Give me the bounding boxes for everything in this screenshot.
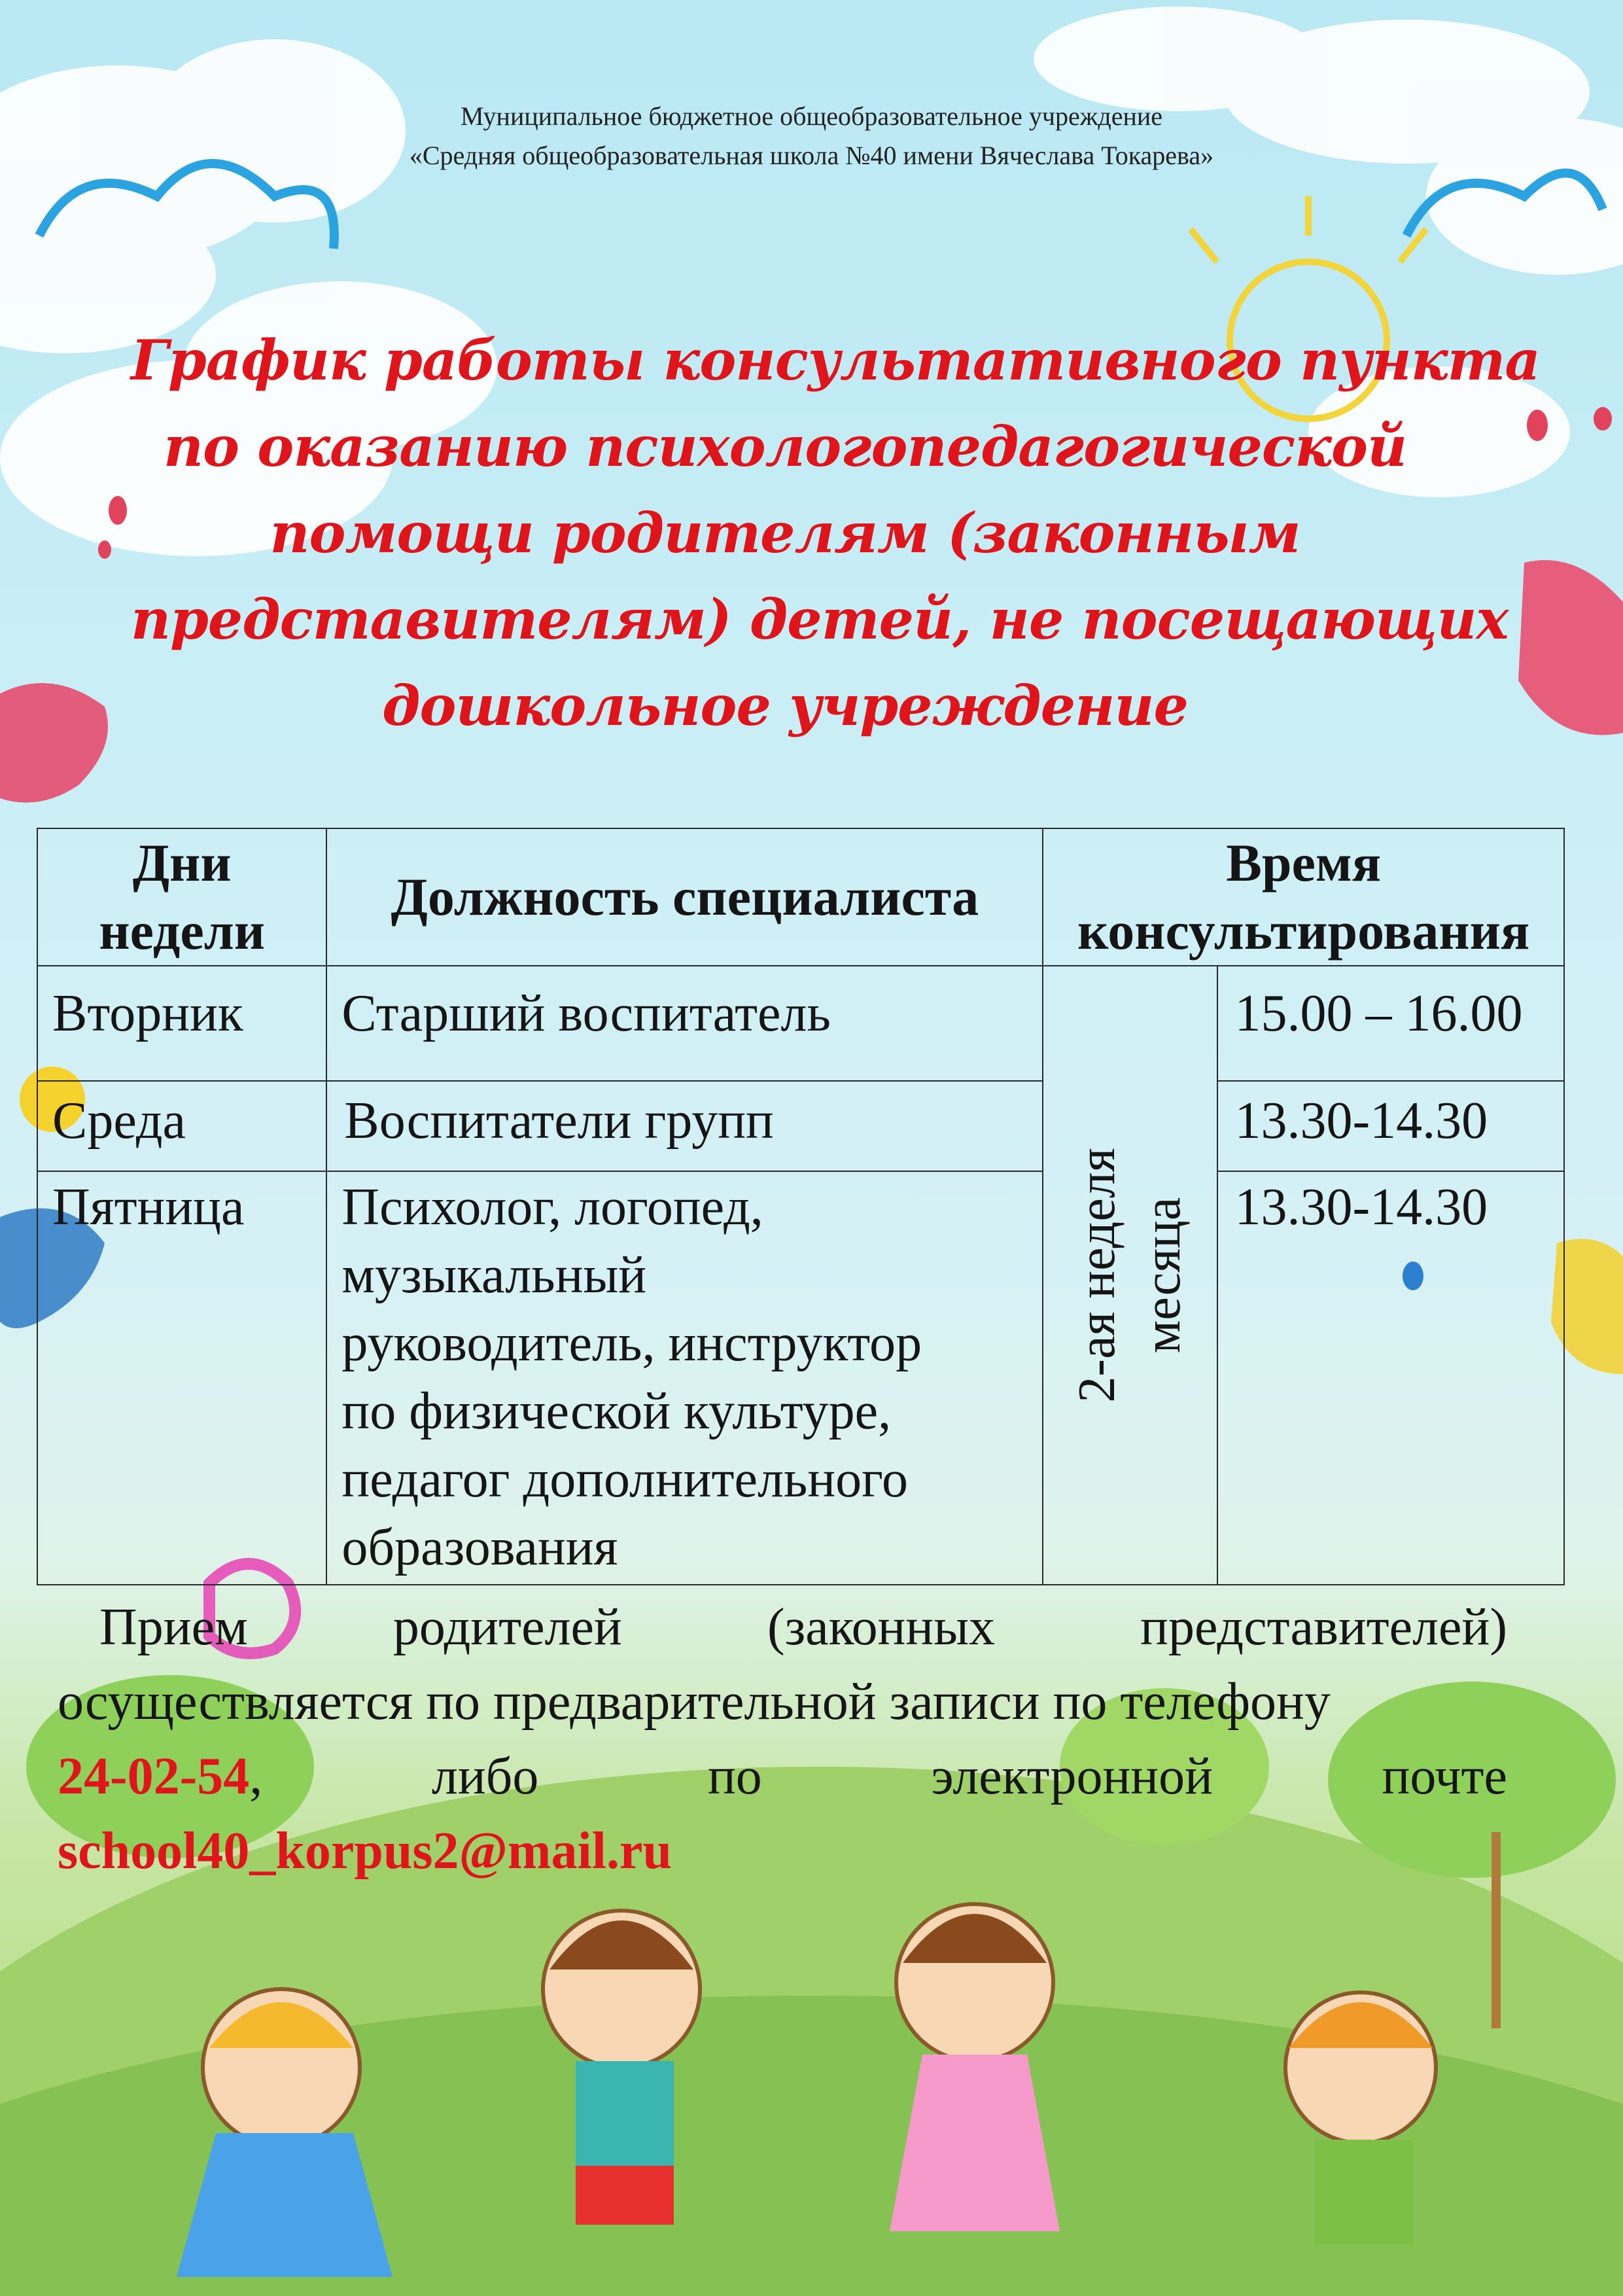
footer-note [58, 1590, 1507, 1888]
footer-word: по [707, 1748, 762, 1805]
position-line: музыкальный [341, 1246, 646, 1304]
position-cell [326, 966, 1043, 1081]
header-time-line: Время [1226, 833, 1382, 892]
title-line: представителям) детей, не посещающих [131, 587, 1509, 652]
day-cell [37, 1081, 326, 1171]
title-line: дошкольное учреждение [382, 673, 1188, 738]
footer-word: либо [431, 1748, 539, 1805]
time-cell [1217, 1081, 1564, 1171]
schedule-table [37, 828, 1565, 1585]
phone-group [58, 1739, 262, 1814]
day-cell [37, 1171, 326, 1585]
time-text: 15.00 – 16.00 [1234, 985, 1523, 1042]
header-days-line: Дни [132, 833, 232, 892]
header-line-2: «Средняя общеобразовательная школа №40 имени Вячеслава Токарева» [409, 141, 1214, 170]
position-text [327, 1172, 1042, 1581]
header-position: Должность специалиста [326, 828, 1043, 966]
footer-word: почте [1382, 1748, 1507, 1805]
day-text: Пятница [52, 1178, 245, 1236]
page-title [131, 317, 1540, 749]
position-text: Воспитатели групп [344, 1092, 774, 1150]
header-line-1: Муниципальное бюджетное общеобразовательное учреждение [460, 101, 1163, 131]
table-header-row [37, 828, 1564, 966]
title-line: помощи родителям (законным [270, 501, 1300, 565]
title-line: по оказанию психологопедагогической [163, 414, 1407, 479]
position-cell [326, 1171, 1043, 1585]
week-note-line: 2-ая неделя [1068, 1148, 1126, 1403]
footer-line-1 [58, 1590, 1507, 1665]
table-row [37, 1171, 1564, 1585]
footer-word: родителей [393, 1598, 622, 1656]
header-days-line: недели [99, 901, 266, 961]
footer-word: представителей) [1140, 1598, 1507, 1656]
comma: , [249, 1748, 263, 1805]
footer-word: Прием [99, 1598, 248, 1656]
footer-line-2: осуществляется по предварительной записи по телефону [58, 1673, 1331, 1731]
header-time-line: консультирования [1077, 901, 1530, 961]
table-row [37, 1081, 1564, 1171]
position-line: руководитель, инструктор [341, 1315, 922, 1372]
email-link[interactable]: school40_korpus2@mail.ru [58, 1822, 672, 1880]
phone-number[interactable]: 24-02-54 [58, 1748, 250, 1805]
day-cell [37, 966, 326, 1081]
position-line: образования [341, 1519, 618, 1576]
week-note-line: месяца [1134, 1197, 1192, 1354]
footer-line-3 [58, 1739, 1507, 1814]
week-note-cell [1043, 966, 1217, 1585]
footer-word: электронной [931, 1748, 1213, 1805]
day-text: Среда [52, 1092, 186, 1150]
header-days [37, 828, 326, 966]
time-cell [1217, 1171, 1564, 1585]
time-cell [1217, 966, 1564, 1081]
time-text: 13.30-14.30 [1234, 1092, 1488, 1150]
position-line: педагог дополнительного [341, 1451, 908, 1508]
position-line: по физической культуре, [341, 1383, 892, 1440]
position-line: Психолог, логопед, [341, 1178, 763, 1236]
time-text: 13.30-14.30 [1234, 1178, 1488, 1236]
week-note [1064, 1148, 1195, 1402]
title-line: График работы консультативного пункта [131, 328, 1540, 393]
day-text: Вторник [52, 985, 243, 1042]
table-row [37, 966, 1564, 1081]
footer-word: (законных [767, 1598, 995, 1656]
header-time [1043, 828, 1564, 966]
position-cell [326, 1081, 1043, 1171]
school-header [0, 97, 1623, 175]
position-text: Старший воспитатель [341, 985, 831, 1042]
